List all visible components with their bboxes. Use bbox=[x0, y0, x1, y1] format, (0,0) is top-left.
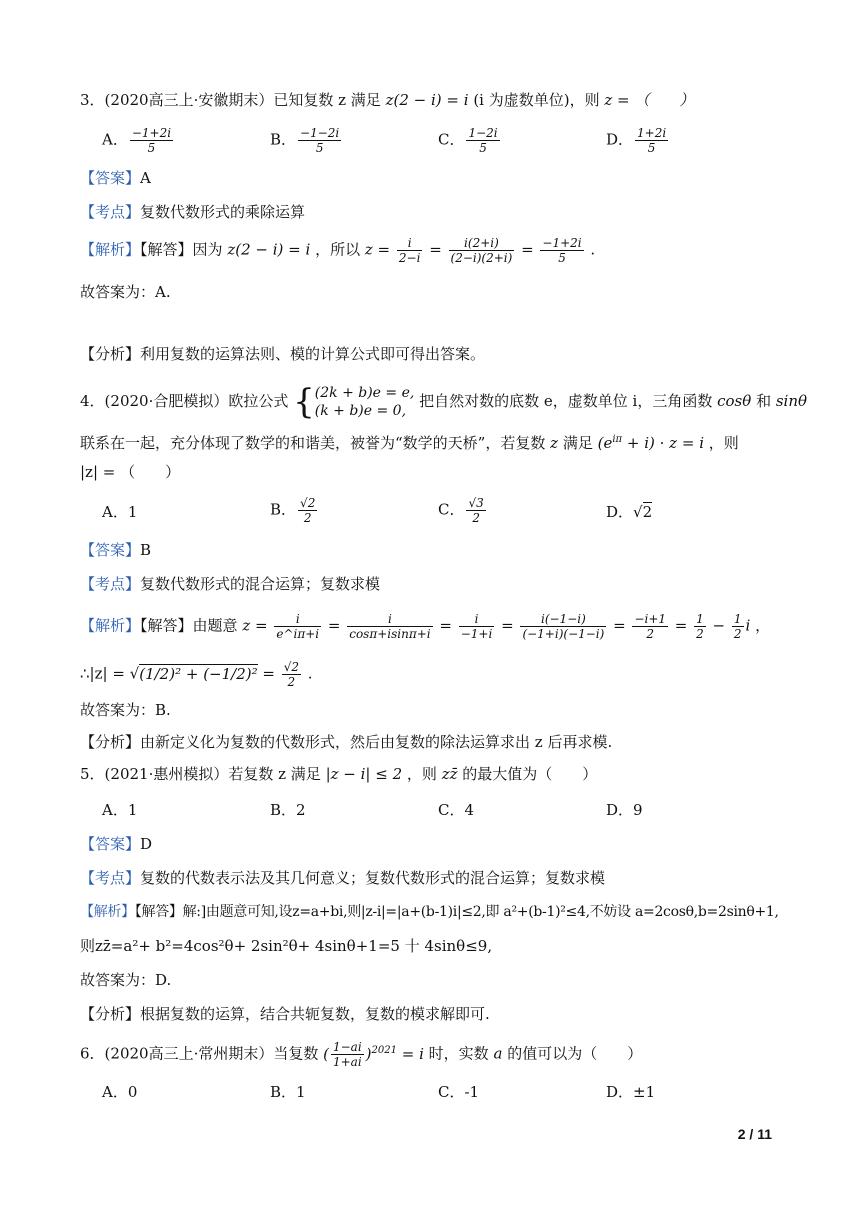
q5-answer: 【答案】D bbox=[80, 835, 153, 853]
q5-analysis-line2: 则zz̄=a²+ b²=4cos²θ+ 2sin²θ+ 4sinθ+1=5 十 4sinθ≤9, bbox=[80, 937, 493, 955]
q5-option-a: A．1 bbox=[102, 801, 138, 819]
q3-fenxi: 【分析】利用复数的运算法则、模的计算公式即可得出答案。 bbox=[80, 345, 486, 363]
q3-stem-end: z = （ ） bbox=[604, 91, 695, 109]
q5-therefore: 故答案为：D. bbox=[80, 971, 172, 989]
q3-stem-prefix: 3．(2020高三上·安徽期末）已知复数 z 满足 bbox=[80, 91, 381, 109]
q3-stem bbox=[80, 90, 694, 110]
q4-stem-line3: |z| = （ ） bbox=[80, 463, 181, 481]
q3-stem-eq: z(2 − i) = i bbox=[385, 91, 469, 109]
q5-option-c: C．4 bbox=[438, 801, 475, 819]
q4-option-a: A．1 bbox=[102, 503, 138, 521]
q3-analysis: 【解析】【解答】因为 z(2 − i) = i ，所以 z = $\frac{i}{2-i}$ = $\frac{i(2+i)}{(2-i)(2+i)}$ = $\frac{-1+2i}{5}$ . bbox=[80, 236, 596, 265]
q3-option-b: B． $\frac{-1-2i}{5}$ bbox=[270, 126, 340, 155]
q4-option-c: C． $\frac{√3}{2}$ bbox=[438, 496, 484, 525]
q4-analysis: 【解析】【解答】由题意 z = $\frac{i}{e\^{}i\pi+i}$ = $\frac{i}{\cos\pi+isin\pi+i}$ = $\frac{i}{-1+i}$ = $\frac{i(-1-i)}{(-1+i)(-1-i)}$ = $\frac{-i+1}{2}$ = $\frac{1}{2}$ − $\frac{1}{2}$ i ， bbox=[80, 612, 771, 641]
q4-mod-line: ∴|z| = √(1/2)² + (−1/2)² = $\frac{√2}{2}$ . bbox=[80, 660, 313, 689]
q5-option-d: D．9 bbox=[606, 801, 643, 819]
q6-option-d: D．±1 bbox=[606, 1083, 656, 1101]
q5-analysis: 【解析】【解答】解:]由题意可知,设z=a+bi,则|z-i|=|a+(b-1)i|≤2,即 a²+(b-1)²≤4,不妨设 a=2cosθ,b=2sinθ+1, bbox=[80, 904, 779, 920]
q3-option-d: D． $\frac{1+2i}{5}$ bbox=[606, 126, 667, 155]
q3-stem-mid: (i 为虚数单位)，则 bbox=[473, 91, 600, 109]
q6-option-b: B．1 bbox=[270, 1083, 306, 1101]
q6-option-a: A．0 bbox=[102, 1083, 138, 1101]
q3-therefore: 故答案为：A. bbox=[80, 283, 171, 301]
q3-point: 【考点】复数代数形式的乘除运算 bbox=[80, 203, 306, 221]
page-number: 2 / 11 bbox=[737, 1126, 772, 1142]
q3-answer: 【答案】A bbox=[80, 169, 151, 187]
q5-stem: 5．(2021·惠州模拟）若复数 z 满足 |z − i| ≤ 2 ，则 zz̄ 的最大值为（ ） bbox=[80, 765, 598, 783]
q4-answer: 【答案】B bbox=[80, 541, 152, 559]
q4-option-d: D．√2 bbox=[606, 503, 653, 521]
q5-fenxi: 【分析】根据复数的运算，结合共轭复数，复数的模求解即可. bbox=[80, 1005, 490, 1023]
q4-stem: 4．(2020·合肥模拟）欧拉公式 { (2k + b)e = e, (k + b)e = 0, 把自然对数的底数 e，虚数单位 i，三角函数 cosθ 和 sinθ bbox=[80, 382, 808, 422]
q4-therefore: 故答案为：B. bbox=[80, 701, 171, 719]
q4-option-b: B． $\frac{√2}{2}$ bbox=[270, 496, 316, 525]
q3-option-c: C． $\frac{1-2i}{5}$ bbox=[438, 126, 498, 155]
q6-stem: 6．(2020高三上·常州期末）当复数 ( $\frac{1-ai}{1+ai}$ )$^{2021}$ = i 时，实数 a 的值可以为（ ） bbox=[80, 1040, 643, 1069]
q4-stem-line2: 联系在一起，充分体现了数学的和谐美，被誉为“数学的天桥”，若复数 z 满足 $(e^{i\pi} + i) \cdot z = i$ ，则 bbox=[80, 434, 739, 452]
q6-option-c: C．-1 bbox=[438, 1083, 480, 1101]
q5-point: 【考点】复数的代数表示法及其几何意义；复数代数形式的混合运算；复数求模 bbox=[80, 869, 606, 887]
q4-point: 【考点】复数代数形式的混合运算；复数求模 bbox=[80, 575, 381, 593]
q3-option-a: A． $\frac{-1+2i}{5}$ bbox=[102, 126, 172, 155]
q5-option-b: B．2 bbox=[270, 801, 306, 819]
q4-fenxi: 【分析】由新定义化为复数的代数形式，然后由复数的除法运算求出 z 后再求模. bbox=[80, 733, 613, 751]
